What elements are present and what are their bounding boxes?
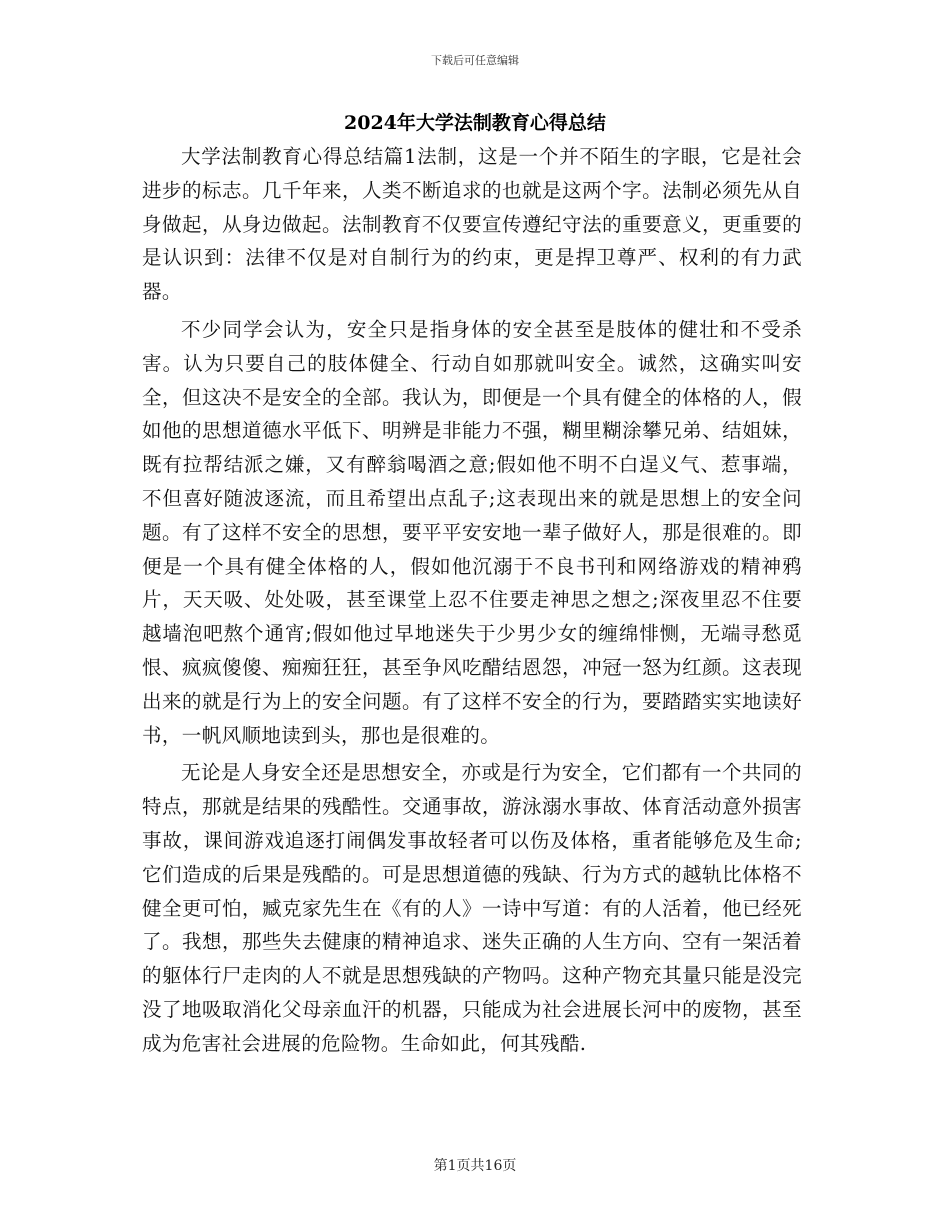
page-header-note: 下载后可任意编辑	[431, 54, 519, 67]
document-title: 2024年大学法制教育心得总结	[344, 112, 606, 134]
paragraph-1: 大学法制教育心得总结篇1法制，这是一个并不陌生的字眼，它是社会进步的标志。几千年来，人类不断追求的也就是这两个字。法制必须先从自身做起，从身边做起。法制教育不仅要宣传遵纪守法的重要意义，更重要的是认识到：法律不仅是对自制行为的约束，更是捍卫尊严、权利的有力武器。	[142, 145, 802, 304]
page-number: 第1页共16页	[433, 1158, 517, 1174]
document-body	[142, 140, 802, 1065]
paragraph-2: 不少同学会认为，安全只是指身体的安全甚至是肢体的健壮和不受杀害。认为只要自己的肢体健全、行动自如那就叫安全。诚然，这确实叫安全，但这决不是安全的全部。我认为，即便是一个具有健全的体格的人，假如他的思想道德水平低下、明辨是非能力不强，糊里糊涂攀兄弟、结姐妹，既有拉帮结派之嫌，又有醉翁喝酒之意;假如他不明不白逞义气、惹事端，不但喜好随波逐流，而且希望出点乱子;这表现出来的就是思想上的安全问题。有了这样不安全的思想，要平平安安地一辈子做好人，那是很难的。即便是一个具有健全体格的人，假如他沉溺于不良书刊和网络游戏的精神鸦片，天天吸、处处吸，甚至课堂上忍不住要走神思之想之;深夜里忍不住要越墙泡吧熬个通宵;假如他过早地迷失于少男少女的缠绵悱恻，无端寻愁觅恨、疯疯傻傻、痴痴狂狂，甚至争风吃醋结恩怨，冲冠一怒为红颜。这表现出来的就是行为上的安全问题。有了这样不安全的行为，要踏踏实实地读好书，一帆风顺地读到头，那也是很难的。	[142, 317, 802, 747]
paragraph-3: 无论是人身安全还是思想安全，亦或是行为安全，它们都有一个共同的特点，那就是结果的残酷性。交通事故，游泳溺水事故、体育活动意外损害事故，课间游戏追逐打闹偶发事故轻者可以伤及体格，重者能够危及生命;它们造成的后果是残酷的。可是思想道德的残缺、行为方式的越轨比体格不健全更可怕，臧克家先生在《有的人》一诗中写道：有的人活着，他已经死了。我想，那些失去健康的精神追求、迷失正确的人生方向、空有一架活着的躯体行尸走肉的人不就是思想残缺的产物吗。这种产物充其量只能是没完没了地吸取消化父母亲血汗的机器，只能成为社会进展长河中的废物，甚至成为危害社会进展的危险物。生命如此，何其残酷.	[142, 761, 802, 1055]
